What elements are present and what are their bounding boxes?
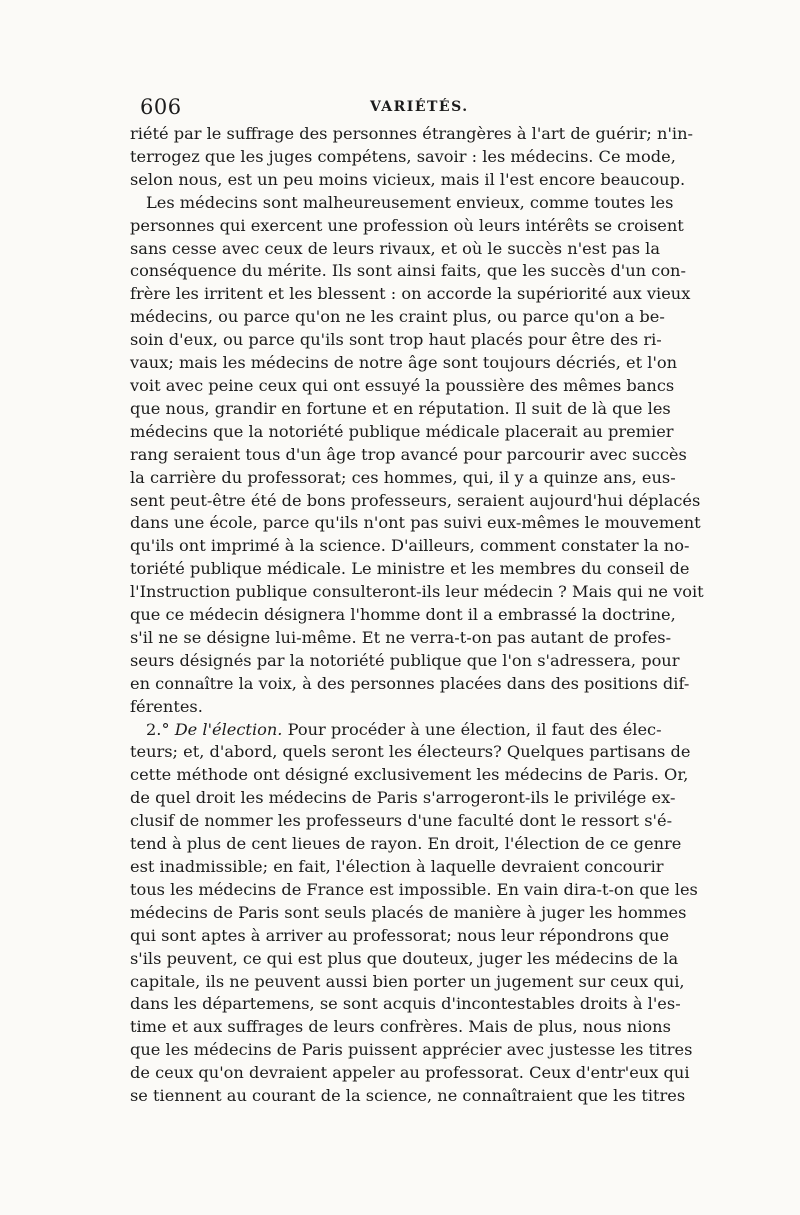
text-line: clusif de nommer les professeurs d'une faculté dont le ressort s'é- [130,811,673,831]
text-line: time et aux suffrages de leurs confrères. Mais de plus, nous nions [130,1017,671,1037]
book-page [130,95,704,1108]
text-line: s'ils peuvent, ce qui est plus que douteux, juger les médecins de la [130,948,679,968]
body-text [130,123,704,1108]
text-line: qu'ils ont imprimé à la science. D'ailleurs, comment constater la no- [130,536,690,556]
text-line: teurs; et, d'abord, quels seront les électeurs? Quelques partisans de [130,742,691,762]
text-line: seurs désignés par la notoriété publique que l'on s'adressera, pour [130,650,680,670]
section-heading-line [130,719,660,742]
text-line: se tiennent au courant de la science, ne connaîtraient que les titres [130,1086,686,1106]
running-head: VARIÉTÉS. [370,99,469,115]
text-line: médecins, ou parce qu'on ne les craint plus, ou parce qu'on a be- [130,307,665,327]
text-line: que nous, grandir en fortune et en réputation. Il suit de là que les [130,398,671,418]
text-line: soin d'eux, ou parce qu'ils sont trop haut placés pour être des ri- [130,330,662,350]
text-line: médecins de Paris sont seuls placés de manière à juger les hommes [130,902,687,922]
text-line: terrogez que les juges compétens, savoir : les médecins. Ce mode, [130,146,676,166]
text-line: qui sont aptes à arriver au professorat; nous leur répondrons que [130,925,670,945]
text-line: voit avec peine ceux qui ont essuyé la poussière des mêmes bancs [130,375,675,395]
text-line: dans les départemens, se sont acquis d'incontestables droits à l'es- [130,994,681,1014]
page-header [130,95,660,121]
text-line: s'il ne se désigne lui-même. Et ne verra-t-on pas autant de profes- [130,627,672,647]
text-line: tend à plus de cent lieues de rayon. En droit, l'élection de ce genre [130,834,682,854]
text-line: la carrière du professorat; ces hommes, qui, il y a quinze ans, eus- [130,467,676,487]
section-title: De l'élection. [174,719,283,739]
text-line: l'Instruction publique consulteront-ils leur médecin ? Mais qui ne voit [130,582,704,602]
text-line: frère les irritent et les blessent : on accorde la supériorité aux vieux [130,284,691,304]
text-line: rang seraient tous d'un âge trop avancé pour parcourir avec succès [130,444,687,464]
text-line: dans une école, parce qu'ils n'ont pas suivi eux-mêmes le mouvement [130,513,701,533]
text-line: férentes. [130,696,203,716]
text-line: que ce médecin désignera l'homme dont il a embrassé la doctrine, [130,605,676,625]
text-line: de ceux qu'on devraient appeler au professorat. Ceux d'entr'eux qui [130,1063,690,1083]
text-line: toriété publique médicale. Le ministre et les membres du conseil de [130,559,690,579]
text-line: que les médecins de Paris puissent apprécier avec justesse les titres [130,1040,693,1060]
text-line: médecins que la notoriété publique médicale placerait au premier [130,421,674,441]
text-line: sent peut-être été de bons professeurs, seraient aujourd'hui déplacés [130,490,701,510]
text-line: cette méthode ont désigné exclusivement les médecins de Paris. Or, [130,765,689,785]
text-line: de quel droit les médecins de Paris s'arrogeront-ils le privilége ex- [130,788,676,808]
text-line: capitale, ils ne peuvent aussi bien porter un jugement sur ceux qui, [130,971,685,991]
text-line: sans cesse avec ceux de leurs rivaux, et où le succès n'est pas la [130,238,660,258]
text-line: vaux; mais les médecins de notre âge sont toujours décriés, et l'on [130,353,678,373]
section-first-line-rest: Pour procéder à une élection, il faut des élec- [282,719,662,739]
text-line: Les médecins sont malheureusement envieux, comme toutes les [146,192,674,212]
text-line: tous les médecins de France est impossible. En vain dira-t-on que les [130,879,698,899]
section-number: 2.° [146,719,170,739]
page-number: 606 [140,95,182,119]
text-line: en connaître la voix, à des personnes placées dans des positions dif- [130,673,690,693]
text-line: conséquence du mérite. Ils sont ainsi faits, que les succès d'un con- [130,261,686,281]
text-line: est inadmissible; en fait, l'élection à laquelle devraient concourir [130,857,664,876]
text-line: personnes qui exercent une profession où leurs intérêts se croisent [130,215,684,235]
text-line: selon nous, est un peu moins vicieux, mais il l'est encore beaucoup. [130,169,686,189]
text-line: riété par le suffrage des personnes étrangères à l'art de guérir; n'in- [130,124,693,143]
